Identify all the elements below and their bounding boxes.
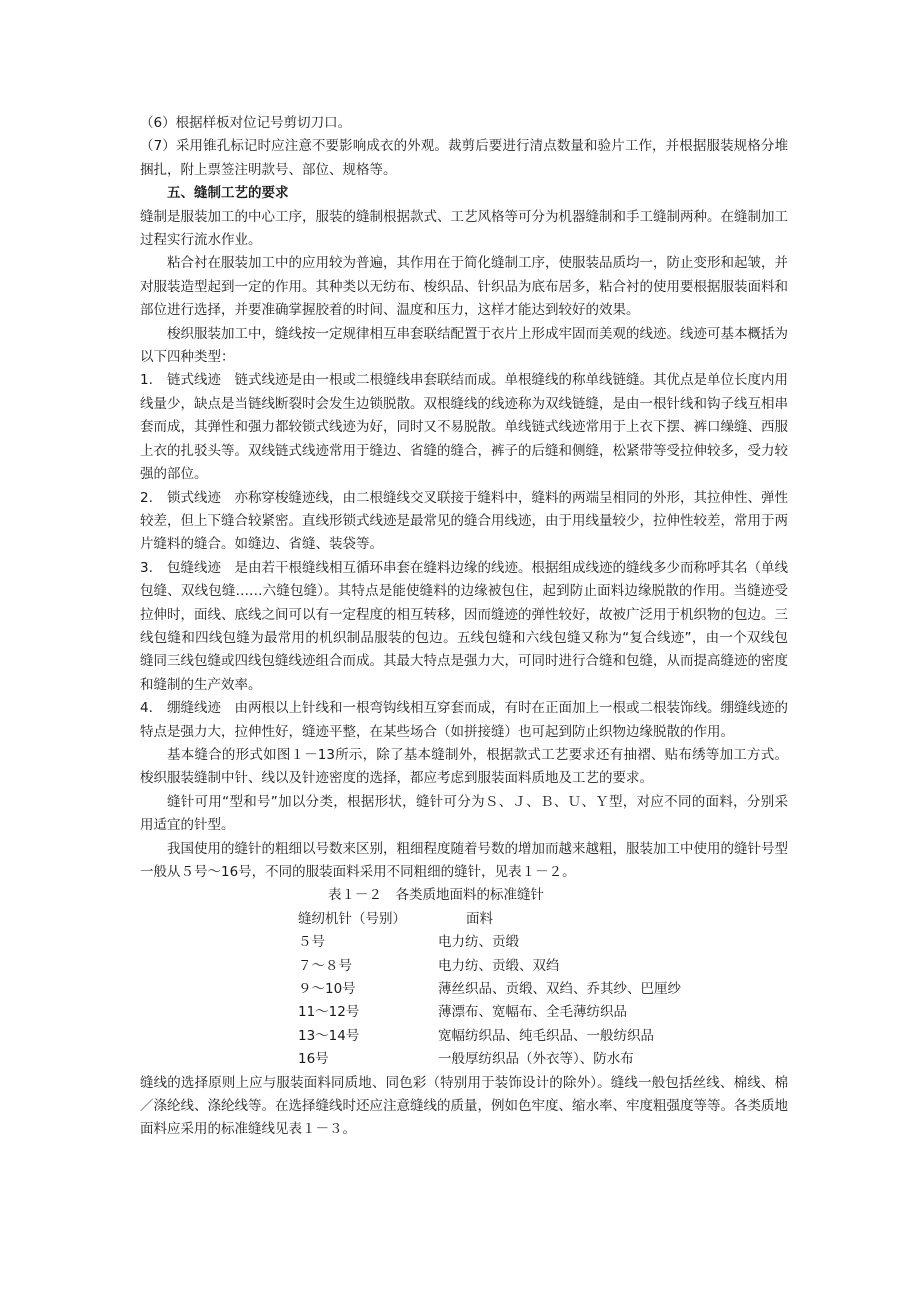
table-header-needle: 缝纫机针（号别） <box>298 910 406 927</box>
paragraph-fusible: 粘合衬在服装加工中的应用较为普遍，其作用在于简化缝制工序，使服装品质均一，防止变形和起皱，并对服装造型起到一定的作用。其种类以无纺布、梭织品、针织品为底布居多，粘合衬的使用要根据服装面料和部位进行选择，并要准确掌握胶着的时间、温度和压力，这样才能达到较好的效果。 <box>140 255 788 319</box>
table-row <box>298 978 681 1001</box>
stitch-type-4 <box>140 697 788 744</box>
section-heading: 五、缝制工艺的要求 <box>167 185 289 202</box>
stitch-type-3 <box>140 557 788 697</box>
table-cell-needle: ５号 <box>298 934 325 951</box>
table-cell-needle: ７～８号 <box>298 957 352 974</box>
paragraph-intro: 缝制是服装加工的中心工序，服装的缝制根据款式、工艺风格等可分为机器缝制和手工缝制两种。在缝制加工过程实行流水作业。 <box>140 208 788 249</box>
table-cell-fabric: 宽幅纺织品、纯毛织品、一般纺织品 <box>438 1027 654 1044</box>
stitch-type-2 <box>140 487 788 557</box>
table-header-row <box>298 908 681 931</box>
table-caption: 表１－２ 各类质地面料的标准缝针 <box>328 887 544 904</box>
table-row <box>298 1001 681 1024</box>
stitch-type-text: 绷缝线迹 由两根以上针线和一根弯钩线相互穿套而成，有时在正面加上一根或二根装饰线。绷缝线迹的特点是强力大，拉伸性好，缝迹平整，在某些场合（如拼接缝）也可起到防止织物边缘脱散的作用。 <box>140 700 788 740</box>
table-cell-fabric: 电力纺、贡缎、双绉 <box>438 957 560 974</box>
table-cell-needle: ９～10号 <box>298 981 356 998</box>
stitch-type-text: 链式线迹 链式线迹是由一根或二根缝线串套联结而成。单根缝线的称单线链缝。其优点是单位长度内用线量少，缺点是当链线断裂时会发生边锁脱散。双根缝线的线迹称为双线链缝，是由一根针线和钩子线互相串套而成，其弹性和强力都较锁式线迹为好，同时又不易脱散。单线链式线迹常用于上衣下摆、裤口缲缝、西服上衣的扎驳头等。双线链式线迹常用于缝边、省缝的缝合，裤子的后缝和侧缝，松紧带等受拉伸较多，受力较强的部位。 <box>140 372 788 483</box>
paragraph-closing: 缝线的选择原则上应与服装面料同质地、同色彩（特别用于装饰设计的除外）。缝线一般包括丝线、棉线、棉／涤纶线、涤纶线等。在选择缝线时还应注意缝线的质量，例如色牢度、缩水率、牢度粗强度等等。各类质地面料应采用的标准缝线见表１－３。 <box>140 1074 788 1138</box>
table-cell-fabric: 薄漂布、宽幅布、全毛薄纺织品 <box>438 1004 627 1021</box>
table-row <box>298 1025 681 1048</box>
table-row <box>298 955 681 978</box>
paragraph-needle-sizes: 我国使用的缝针的粗细以号数来区别，粗细程度随着号数的增加而越来越粗，服装加工中使用的缝针号型一般从５号～16号，不同的服装面料采用不同粗细的缝针，见表１－２。 <box>140 840 788 880</box>
table-cell-needle: 16号 <box>298 1051 329 1068</box>
table-cell-needle: 11～12号 <box>298 1004 360 1021</box>
stitch-type-text: 包缝线迹 是由若干根缝线相互循环串套在缝料边缘的线迹。根据组成线迹的缝线多少而称呼其名（单线包缝、双线包缝……六缝包缝）。其特点是能使缝料的边缘被包住，起到防止面料边缘脱散的作用。当缝迹受拉伸时，面线、底线之间可以有一定程度的相互转移，因而缝迹的弹性较好，故被广泛用于机织物的包边。三线包缝和四线包缝为最常用的机织制品服装的包边。五线包缝和六线包缝又称为“复合线迹”，由一个双线包缝同三线包缝或四线包缝线迹组合而成。其最大特点是强力大，可同时进行合缝和包缝，从而提高缝迹的密度和缝制的生产效率。 <box>140 559 788 693</box>
stitch-type-number: 2. <box>140 489 153 506</box>
stitch-type-number: 1. <box>140 372 153 389</box>
needle-table <box>298 908 681 1072</box>
stitch-type-text: 锁式线迹 亦称穿梭缝迹线，由二根缝线交叉联接于缝料中，缝料的两端呈相同的外形，其拉伸性、弹性较差，但上下缝合较紧密。直线形锁式线迹是最常见的缝合用线迹，由于用线量较少，拉伸性较差，常用于两片缝料的缝合。如缝边、省缝、装袋等。 <box>140 489 788 553</box>
paragraph-item-7: （7）采用锥孔标记时应注意不要影响成衣的外观。裁剪后要进行清点数量和验片工作，并根据服装规格分堆捆扎，附上票签注明款号、部位、规格等。 <box>140 138 788 178</box>
stitch-type-number: 4. <box>140 700 153 717</box>
table-header-fabric: 面料 <box>466 910 493 927</box>
stitch-type-1 <box>140 369 788 486</box>
paragraph-needle-types: 缝针可用“型和号”加以分类，根据形状，缝针可分为Ｓ、Ｊ、Ｂ、Ｕ、Ｙ型，对应不同的面料，分别采用适宜的针型。 <box>140 793 788 834</box>
table-cell-fabric: 电力纺、贡缎 <box>438 934 519 951</box>
paragraph-stitch-intro: 梭织服装加工中，缝线按一定规律相互串套联结配置于衣片上形成牢固而美观的线迹。线迹可基本概括为以下四种类型： <box>140 325 788 366</box>
table-cell-fabric: 薄丝织品、贡缎、双绉、乔其纱、巴厘纱 <box>438 981 681 998</box>
paragraph-basic-seam: 基本缝合的形式如图１－13所示，除了基本缝制外，根据款式工艺要求还有抽褶、贴布绣等加工方式。梭织服装缝制中针、线以及针迹密度的选择，都应考虑到服装面料质地及工艺的要求。 <box>140 746 788 787</box>
table-cell-needle: 13～14号 <box>298 1027 360 1044</box>
table-row <box>298 931 681 954</box>
table-cell-fabric: 一般厚纺织品（外衣等）、防水布 <box>438 1051 634 1068</box>
document-body <box>140 112 788 1142</box>
stitch-type-number: 3. <box>140 559 153 576</box>
paragraph-item-6: （6）根据样板对位记号剪切刀口。 <box>140 115 352 131</box>
table-row <box>298 1048 681 1071</box>
